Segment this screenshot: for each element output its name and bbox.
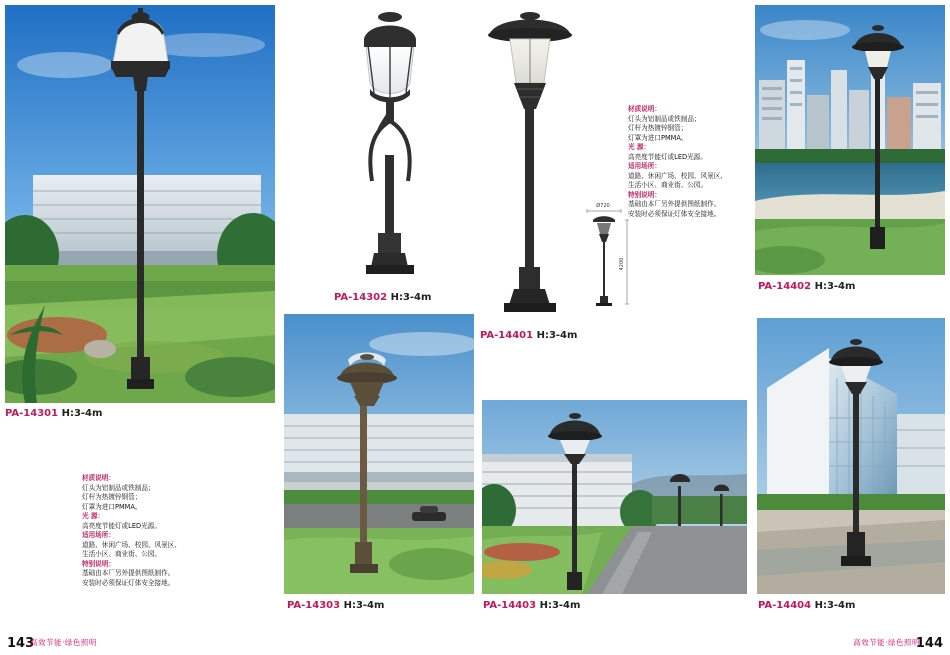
- spec2-note-line-2: 安装时必须保证灯体安全接地。: [82, 579, 175, 588]
- caption-pa-14404: PA-14404 H:3-4m: [758, 600, 856, 611]
- spec-material-title: 材质说明：: [628, 105, 661, 113]
- caption-pa-14301: PA-14301 H:3-4m: [5, 408, 103, 419]
- spec-apply-line-1: 道路、休闲广场、校园、风景区、: [628, 171, 727, 180]
- spec-light-line-1: 高亮度节能灯或LED光源。: [628, 152, 707, 161]
- spec2-light-title: 光 源：: [82, 512, 105, 521]
- spec-apply-title: 适用场所：: [628, 162, 661, 171]
- spec2-material-title: 材质说明：: [82, 474, 115, 482]
- spec-note-line-2: 安装时必须保证灯体安全接地。: [628, 210, 721, 219]
- spec-material-line-3: 灯罩为进口PMMA。: [628, 133, 688, 142]
- spec2-material-line-1: 灯头为铝制品或铁制品；: [82, 483, 155, 492]
- page-number-right: 144: [915, 636, 943, 651]
- photo-scene-pa-14403: [482, 400, 747, 594]
- caption-pa-14403: PA-14403 H:3-4m: [483, 600, 581, 611]
- product-photo-pa-14402: [755, 5, 945, 275]
- product-photo-pa-14403: [482, 400, 747, 594]
- footer-brand-right: 高效节能·绿色照明: [853, 638, 920, 647]
- spec-note-title: 特别说明：: [628, 190, 661, 199]
- caption-pa-14401: PA-14401 H:3-4m: [480, 330, 578, 341]
- caption-pa-14302: PA-14302 H:3-4m: [334, 292, 432, 303]
- spec2-material-line-3: 灯罩为进口PMMA。: [82, 502, 142, 511]
- product-photo-pa-14302: [330, 5, 450, 285]
- page-number-left: 143: [7, 636, 35, 651]
- spec2-material-line-2: 灯杆为热镀锌钢管；: [82, 493, 142, 502]
- caption-pa-14402: PA-14402 H:3-4m: [758, 281, 856, 292]
- spec-material-line-2: 灯杆为热镀锌钢管；: [628, 124, 688, 133]
- photo-scene-pa-14303: [284, 314, 474, 594]
- spec2-apply-line-1: 道路、休闲广场、校园、风景区、: [82, 540, 181, 549]
- spec-material-line-1: 灯头为铝制品或铁制品；: [628, 114, 701, 123]
- spec2-apply-line-2: 生活小区、商业街、公园。: [82, 550, 162, 559]
- photo-scene-pa-14404: [757, 318, 945, 594]
- spec2-note-title: 特别说明：: [82, 559, 115, 568]
- spec-note-line-1: 基础由本厂另外提供图纸制作。: [628, 200, 721, 209]
- photo-scene-pa-14402: [755, 5, 945, 275]
- lamp-pa-14302: [330, 5, 450, 285]
- spec2-light-line-1: 高亮度节能灯或LED光源。: [82, 521, 161, 530]
- spec-light-title: 光 源：: [628, 143, 651, 152]
- photo-scene-pa-14301: [5, 5, 275, 403]
- footer-brand-left: 高效节能·绿色照明: [30, 638, 97, 647]
- svg-text:4200: 4200: [619, 257, 625, 271]
- spec2-note-line-1: 基础由本厂另外提供图纸制作。: [82, 569, 175, 578]
- product-photo-pa-14303: [284, 314, 474, 594]
- caption-pa-14303: PA-14303 H:3-4m: [287, 600, 385, 611]
- spec-apply-line-2: 生活小区、商业街、公园。: [628, 181, 708, 190]
- spec2-apply-title: 适用场所：: [82, 531, 115, 540]
- spec-block-bottom: [82, 474, 232, 589]
- svg-text:Ø720: Ø720: [596, 203, 610, 209]
- product-photo-pa-14301: [5, 5, 275, 403]
- product-photo-pa-14404: [757, 318, 945, 594]
